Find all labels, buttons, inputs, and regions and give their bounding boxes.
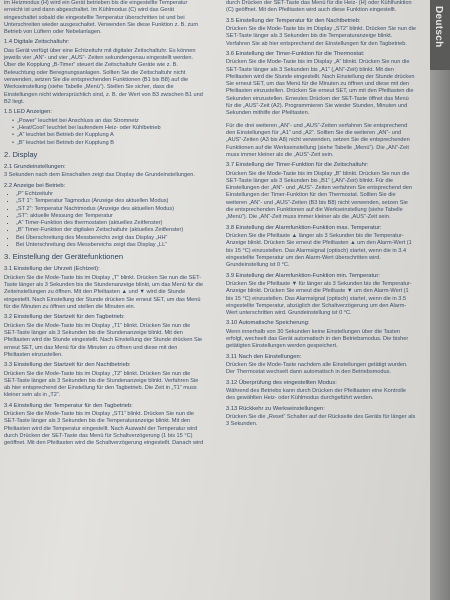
section-3-10-title: 3.10 Automatische Speicherung: xyxy=(226,320,310,327)
section-3-6-body: Drücken Sie die Mode-Taste bis im Display „A“ blinkt. Drücken Sie nun die SET-Taste länger als 3 Sekunden bis „A1“ („AN“-Zeit) blinkt. Mit den Pfeiltasten wird die Stunde eingestellt. Nach Einstellung der Stunde drücken Sie erneut SET, um das Menü für die Minuten zu öffnen und diese mit den Pfeiltasten einzustellen. Drücken Sie erneut SET, um mit den Pfeiltasten die Sekunden einzustellen. Erneutes Drücken der SET-Taste öffnet das Menü für die „AUS“-Zeit (A2). Programmieren Sie wieder Stunden, Minuten und Sekunden mithilfe der Pfeiltasten. xyxy=(226,59,415,117)
list-item: • „Power“ leuchtet bei Anschluss an das Stromnetz xyxy=(12,118,204,125)
list-item: ▪ „B“ Timer-Funktion der digitalen Zeitschaltuhr (aktuelles Zeitfenster) xyxy=(16,227,204,234)
list-item: ▪ „ST“: aktuelle Messung der Temperatur xyxy=(16,213,204,220)
section-3-7-title: 3.7 Einstellung der Timer-Funktion für die Zeitschaltuhr: xyxy=(226,162,369,169)
section-3-3-title: 3.3 Einstellung der Startzeit für den Nachtbetrieb: xyxy=(4,362,131,369)
section-3-11-title: 3.11 Nach den Einstellungen: xyxy=(226,353,302,360)
section-3-13-body: Drücken Sie die „Reset“ Schalter auf der Rückseite des Geräts für länger als 3 Sekunden. xyxy=(226,414,416,428)
section-2-1-body: 3 Sekunden nach dem Einschalten zeigt das Display die Grundeinstellungen. xyxy=(4,172,195,179)
section-3-4-body: Drücken Sie die Mode-Taste bis im Display „ST1“ blinkt. Drücken Sie nun die SET-Taste länger als 3 Sekunden bis die Temperaturanzeige blinkt. Mit den Pfeiltasten wird die Temperatur eingestellt. Nach Auswahl der Temperatur wird durch Drücken der SET-Taste das Menü für Schaltverzögerung (1 bis 15 °C) geöffnet. Mit den Pfeiltasten wird die Schaltverzögerung eingestellt. Danach wird xyxy=(4,411,204,447)
list-item: ▪ „P“ Echtzeituhr xyxy=(16,191,204,198)
section-2-title: 2. Display xyxy=(4,149,38,159)
section-3-4-title: 3.4 Einstellung der Temperatur für den Tagbetrieb: xyxy=(4,402,133,409)
section-3-9-body: Drücken Sie die Pfeiltaste ▼ für länger als 3 Sekunden bis die Temperatur-Anzeige blinkt. Drücken Sie erneut die Pfeiltaste ▼ um den Alarm-Wert (1 bis 15 °C) einzustellen. Das Alarmsignal (optisch) startet, wenn die in 3.5 eingestellte Temperatur, abzüglich der Schaltverzögerung um den Alarm-Wert unterschritten wird. Grundeinstellung ist 0 °C. xyxy=(226,280,412,317)
section-3-2-body: Drücken Sie die Mode-Taste bis im Display „T1“ blinkt. Drücken Sie nun die SET-Taste länger als 3 Sekunden bis die Stundenanzeige blinkt. Mit den Pfeiltasten wird die Stunde eingestellt. Nach Einstellung der Stunde drücken Sie erneut SET, um das Menü für die Minuten zu öffnen und diese mit den Pfeiltasten einzustellen. xyxy=(4,322,203,358)
section-1-4-title: 1.4 Digitale Zeitschaltuhr: xyxy=(4,39,70,46)
section-3-7-body: Drücken Sie die Mode-Taste bis im Display „B“ blinkt. Drücken Sie nun die SET-Taste länger als 3 Sekunden bis „B1“ („AN“-Zeit) blinkt. Für die Einstellungen der „AN“- und „AUS“- Zeiten verfahren Sie entsprechend den Einstellungen der Timer-Funktion für den Thermostat. Sollten Sie die weiteren „AN“- und „AUS“-Zeiten (B3 bis B8) nicht verwenden, setzen Sie die entsprechenden Funktionen auf die Werkseinstellung (siehe Tabelle „Menü“). Die „AN“-Zeit muss immer kleiner als die „AUS“-Zeit sein. xyxy=(226,170,412,221)
section-3-8-body: Drücken Sie die Pfeiltaste ▲ länger als 3 Sekunden bis die Temperatur-Anzeige blinkt. Drücken Sie erneut die Pfeiltasten ▲ um den Alarm-Wert (1 bis 15 °C) einzustellen. Das Alarmsignal (optisch) startet, wenn die in 3.4 eingestellte Temperatur um den Alarm-Wert überschritten wird. Grundeinstellung ist 0 °C. xyxy=(226,233,412,269)
section-3-11-body: Drücken Sie die Mode-Taste nachdem alle Einstellungen getätigt wurden. Der Thermostat wechselt dann automatisch in den Betriebsmodus. xyxy=(226,362,408,376)
side-tab-label: Deutsch xyxy=(433,6,444,48)
intro-text: im Heizmodus (H) wird ein Gerät betrieben bis die eingestellte Temperatur erreicht ist und dann abgeschaltet. Im Kühlmodus (C) wird das Gerät eingeschaltet sobald die eingestellte Temperatur überschritten ist und bei Unterschreiten wieder ausgeschaltet. Verwenden Sie diese Funktion z. B. zum Betrieb von Lüftern oder Nebelanlagen. xyxy=(4,0,199,36)
section-2-2-title: 2.2 Anzeige bei Betrieb: xyxy=(4,182,66,189)
section-1-5-title: 1.5 LED Anzeigen: xyxy=(4,109,53,116)
list-item: • „A“ leuchtet bei Betrieb der Kupplung A xyxy=(12,132,204,139)
section-3-1-title: 3.1 Einstellung der Uhrzeit (Echtzeit): xyxy=(4,266,100,273)
list-item: ▪ „A“ Timer-Funktion des thermostaten (aktuelles Zeitfenster) xyxy=(16,220,204,227)
left-column xyxy=(4,0,204,450)
section-3-8-title: 3.8 Einstellung der Alarmfunktion-Funktion max. Temperatur: xyxy=(226,224,382,231)
list-item: • „B“ leuchtet bei Betrieb der Kupplung B xyxy=(12,140,204,147)
section-3-6-body-2: Für die drei weiteren „AN“- und „AUS“-Zeiten verfahren Sie entsprechend den Einstellungen für „A1“ und „A2“. Sollten Sie die weiteren „AN“- und „AUS“-Zeiten (A3 bis A8) nicht verwenden, setzen Sie die entsprechenden Funktionen auf die Werkseinstellung (siehe Tabelle „Menü“). Die „AN“-Zeit muss immer kleiner als die „AUS“-Zeit sein. xyxy=(226,122,410,158)
section-3-13-title: 3.13 Rückkehr zu Werkseinstellungen: xyxy=(226,405,325,412)
section-3-2-title: 3.2 Einstellung der Startzeit für den Tagbetrieb: xyxy=(4,314,125,321)
section-3-12-body: Während des Betriebs kann durch Drücken der Pfeiltasten eine Kontrolle des gewählten Heiz- oder Kühlmodus durchgeführt werden. xyxy=(226,388,407,402)
right-column xyxy=(226,0,416,431)
section-3-5-body: Drücken Sie die Mode-Taste bis im Display „ST2“ blinkt. Drücken Sie nun die SET-Taste länger als 3 Sekunden bis die Temperaturanzeige blinkt. Verfahren Sie ab hier entsprechend der Einstellungen für den Tagbetrieb. xyxy=(226,26,416,47)
section-2-1-title: 2.1 Grundeinstellungen: xyxy=(4,163,66,170)
section-1-4-body: Das Gerät verfügt über eine Echtzeituhr mit digitaler Zeitschaltuhr. Es können jeweils vier „AN“- und vier „AUS“- Zeiten sekundengenau eingestellt werden. Über die Kopplung „B-Timer“ steuert die Zeitschaltuhr Geräte wie z. B. Beleuchtung oder Beregnungsanlagen. Sollten Sie die Zeitschaltuhr nicht verwenden, setzen Sie die entsprechenden Funktionen (B1 bis B8) auf die Werkseinstellung (siehe Tabelle „Menü“). Stellen Sie sicher, dass die Einstellungen nicht widersprüchlich sind, z. B. der Wert von B3 zwischen B1 und B2 liegt. xyxy=(4,47,203,105)
list-item: ▪ „ST 2“: Temperatur Nachtmodus (Anzeige des aktuellen Modus) xyxy=(16,206,204,213)
display-list xyxy=(4,191,204,249)
language-side-tab xyxy=(430,0,450,600)
continued-text: durch Drücken der SET-Taste das Menü für die Heiz- (H) oder Kühlfunktion (C) geöffnet. Mit den Pfeiltasten wird auch diese Funktion eingestellt. xyxy=(226,0,412,14)
section-3-title: 3. Einstellung der Gerätefunktionen xyxy=(4,252,124,262)
list-item: ▪ „ST 1“: Temperatur Tagmodus (Anzeige des aktuellen Modus) xyxy=(16,198,204,205)
list-item: ▪ Bei Unterschreitung des Messbereichs zeigt das Display „LL“ xyxy=(16,242,204,249)
list-item: • „Heat/Cool“ leuchtet bei laufendem Heiz- oder Kühlbetrieb xyxy=(12,125,204,132)
section-3-12-title: 3.12 Überprüfung des eingestellten Modus: xyxy=(226,379,337,386)
section-3-3-body: Drücken Sie die Mode-Taste bis im Display „T2“ blinkt. Drücken Sie nun die SET-Taste länger als 3 Sekunden bis die Stundenanzeige blinkt. Verfahren Sie ab hier entsprechend der Einstellung für den Tagbetrieb. Die Zeit in „T1“ muss kleiner sein als in „T2“. xyxy=(4,370,199,399)
section-3-1-body: Drücken Sie die Mode-Taste bis im Display „T“ blinkt. Drücken Sie nun die SET-Taste länger als 3 Sekunden bis die Stundenanzeige blinkt, um das Menü für die Zeiteinstellungen zu öffnen. Mit den Pfeiltasten ▲ und ▼ wird die Stunde eingestellt. Nach Einstellung der Stunde drücken Sie erneut SET, um das Menü für die Minuten zu öffnen und stellen die Minuten ein. xyxy=(4,274,204,310)
section-3-6-title: 3.6 Einstellung der Timer-Funktion für die Thermostat: xyxy=(226,50,365,57)
section-3-9-title: 3.9 Einstellung der Alarmfunktion-Funktion min. Temperatur: xyxy=(226,272,380,279)
led-list xyxy=(4,118,204,147)
list-item: ▪ Bei Überschreitung des Messbereichs zeigt das Display „HH“ xyxy=(16,235,204,242)
section-3-10-body: Wenn innerhalb von 30 Sekunden keine Einstellungen über die Tasten erfolgt, wechselt das Gerät automatisch in den Betriebsmodus. Die bisher getätigten Einstellungen werden gespeichert. xyxy=(226,328,409,350)
section-3-5-title: 3.5 Einstellung der Temperatur für den Nachtbetrieb: xyxy=(226,17,361,24)
